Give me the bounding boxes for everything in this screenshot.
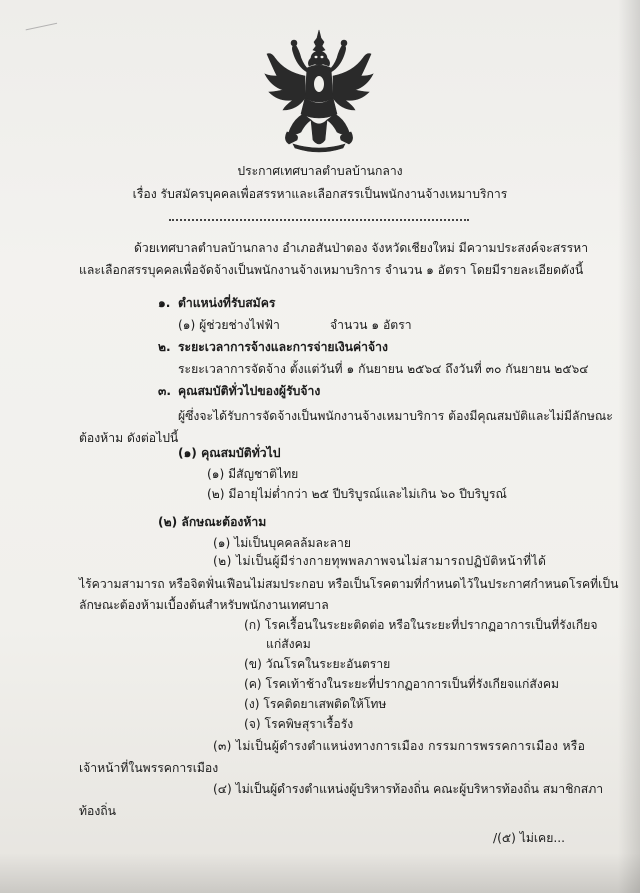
qualification-para-line-1: ผู้ซึ่งจะได้รับการจัดจ้างเป็นพนักงานจ้างเหมาบริการ ต้องมีคุณสมบัติและไม่มีลักษณะ [178,409,613,423]
page-edge-shadow [618,0,640,893]
disease-a-line-1: (ก) โรคเรื้อนในระยะติดต่อ หรือในระยะที่ปรากฏอาการเป็นที่รังเกียจ [244,618,598,632]
pencil-mark [26,23,59,37]
disease-d: (ง) โรคติดยาเสพติดให้โทษ [244,697,387,711]
continued-marker: /(๕) ไม่เคย... [493,831,565,845]
announcement-subject: เรื่อง รับสมัครบุคคลเพื่อสรรหาและเลือกสรรเป็นพนักงานจ้างเหมาบริการ [132,187,508,201]
section-1-heading: ตำแหน่งที่รับสมัคร [178,296,276,310]
position-count: จำนวน ๑ อัตรา [330,318,412,332]
page-bottom-shadow [0,853,640,893]
general-item-2: (๒) มีอายุไม่ต่ำกว่า ๒๕ ปีบริบูรณ์และไม่เกิน ๖๐ ปีบริบูรณ์ [207,487,507,501]
disease-b: (ข) วัณโรคในระยะอันตราย [244,657,391,671]
intro-line-2: และเลือกสรรบุคคลเพื่อจัดจ้างเป็นพนักงานจ้างเหมาบริการ จำนวน ๑ อัตรา โดยมีรายละเอียดดังนี้ [79,263,584,277]
section-3-number: ๓. [158,384,171,398]
prohibited-item-2-line-3: ลักษณะต้องห้ามเบื้องต้นสำหรับพนักงานเทศบาล [79,598,329,612]
prohibited-item-2-line-1: (๒) ไม่เป็นผู้มีร่างกายทุพพลภาพจนไม่สามารถปฏิบัติหน้าที่ได้ [213,554,547,568]
disease-c: (ค) โรคเท้าช้างในระยะที่ปรากฏอาการเป็นที่รังเกียจแก่สังคม [244,677,560,691]
disease-e: (จ) โรคพิษสุราเรื้อรัง [244,717,354,731]
general-item-1: (๑) มีสัญชาติไทย [207,467,299,481]
section-2-heading: ระยะเวลาการจ้างและการจ่ายเงินค่าจ้าง [178,340,388,354]
intro-line-1: ด้วยเทศบาลตำบลบ้านกลาง อำเภอสันป่าตอง จังหวัดเชียงใหม่ มีความประสงค์จะสรรหา [134,241,589,255]
qualification-para-line-2: ต้องห้าม ดังต่อไปนี้ [79,431,179,445]
position-item: (๑) ผู้ช่วยช่างไฟฟ้า [178,318,280,332]
section-2-number: ๒. [158,340,171,354]
prohibited-item-4-line-1: (๔) ไม่เป็นผู้ดำรงตำแหน่งผู้บริหารท้องถิ่น คณะผู้บริหารท้องถิ่น สมาชิกสภา [213,782,604,796]
section-1-number: ๑. [158,296,171,310]
announcement-title: ประกาศเทศบาลตำบลบ้านกลาง [237,164,403,178]
prohibited-item-1: (๑) ไม่เป็นบุคคลล้มละลาย [213,536,351,550]
garuda-emblem-icon [263,28,375,154]
prohibited-item-3-line-2: เจ้าหน้าที่ในพรรคการเมือง [79,761,219,775]
prohibited-item-4-line-2: ท้องถิ่น [79,804,117,818]
prohibited-heading: (๒) ลักษณะต้องห้าม [158,515,267,529]
dotted-divider [169,219,469,221]
disease-a-line-2: แก่สังคม [266,637,311,651]
section-3-heading: คุณสมบัติทั่วไปของผู้รับจ้าง [178,384,321,398]
prohibited-item-2-line-2: ไร้ความสามารถ หรือจิตฟั่นเฟือนไม่สมประกอบ หรือเป็นโรคตามที่กำหนดไว้ในประกาศกำหนดโรคที่เป็น [79,577,619,591]
general-qualifications-heading: (๑) คุณสมบัติทั่วไป [178,446,281,460]
employment-period: ระยะเวลาการจัดจ้าง ตั้งแต่วันที่ ๑ กันยายน ๒๕๖๔ ถึงวันที่ ๓๐ กันยายน ๒๕๖๔ [178,362,589,376]
prohibited-item-3-line-1: (๓) ไม่เป็นผู้ดำรงตำแหน่งทางการเมือง กรรมการพรรคการเมือง หรือ [213,739,586,753]
